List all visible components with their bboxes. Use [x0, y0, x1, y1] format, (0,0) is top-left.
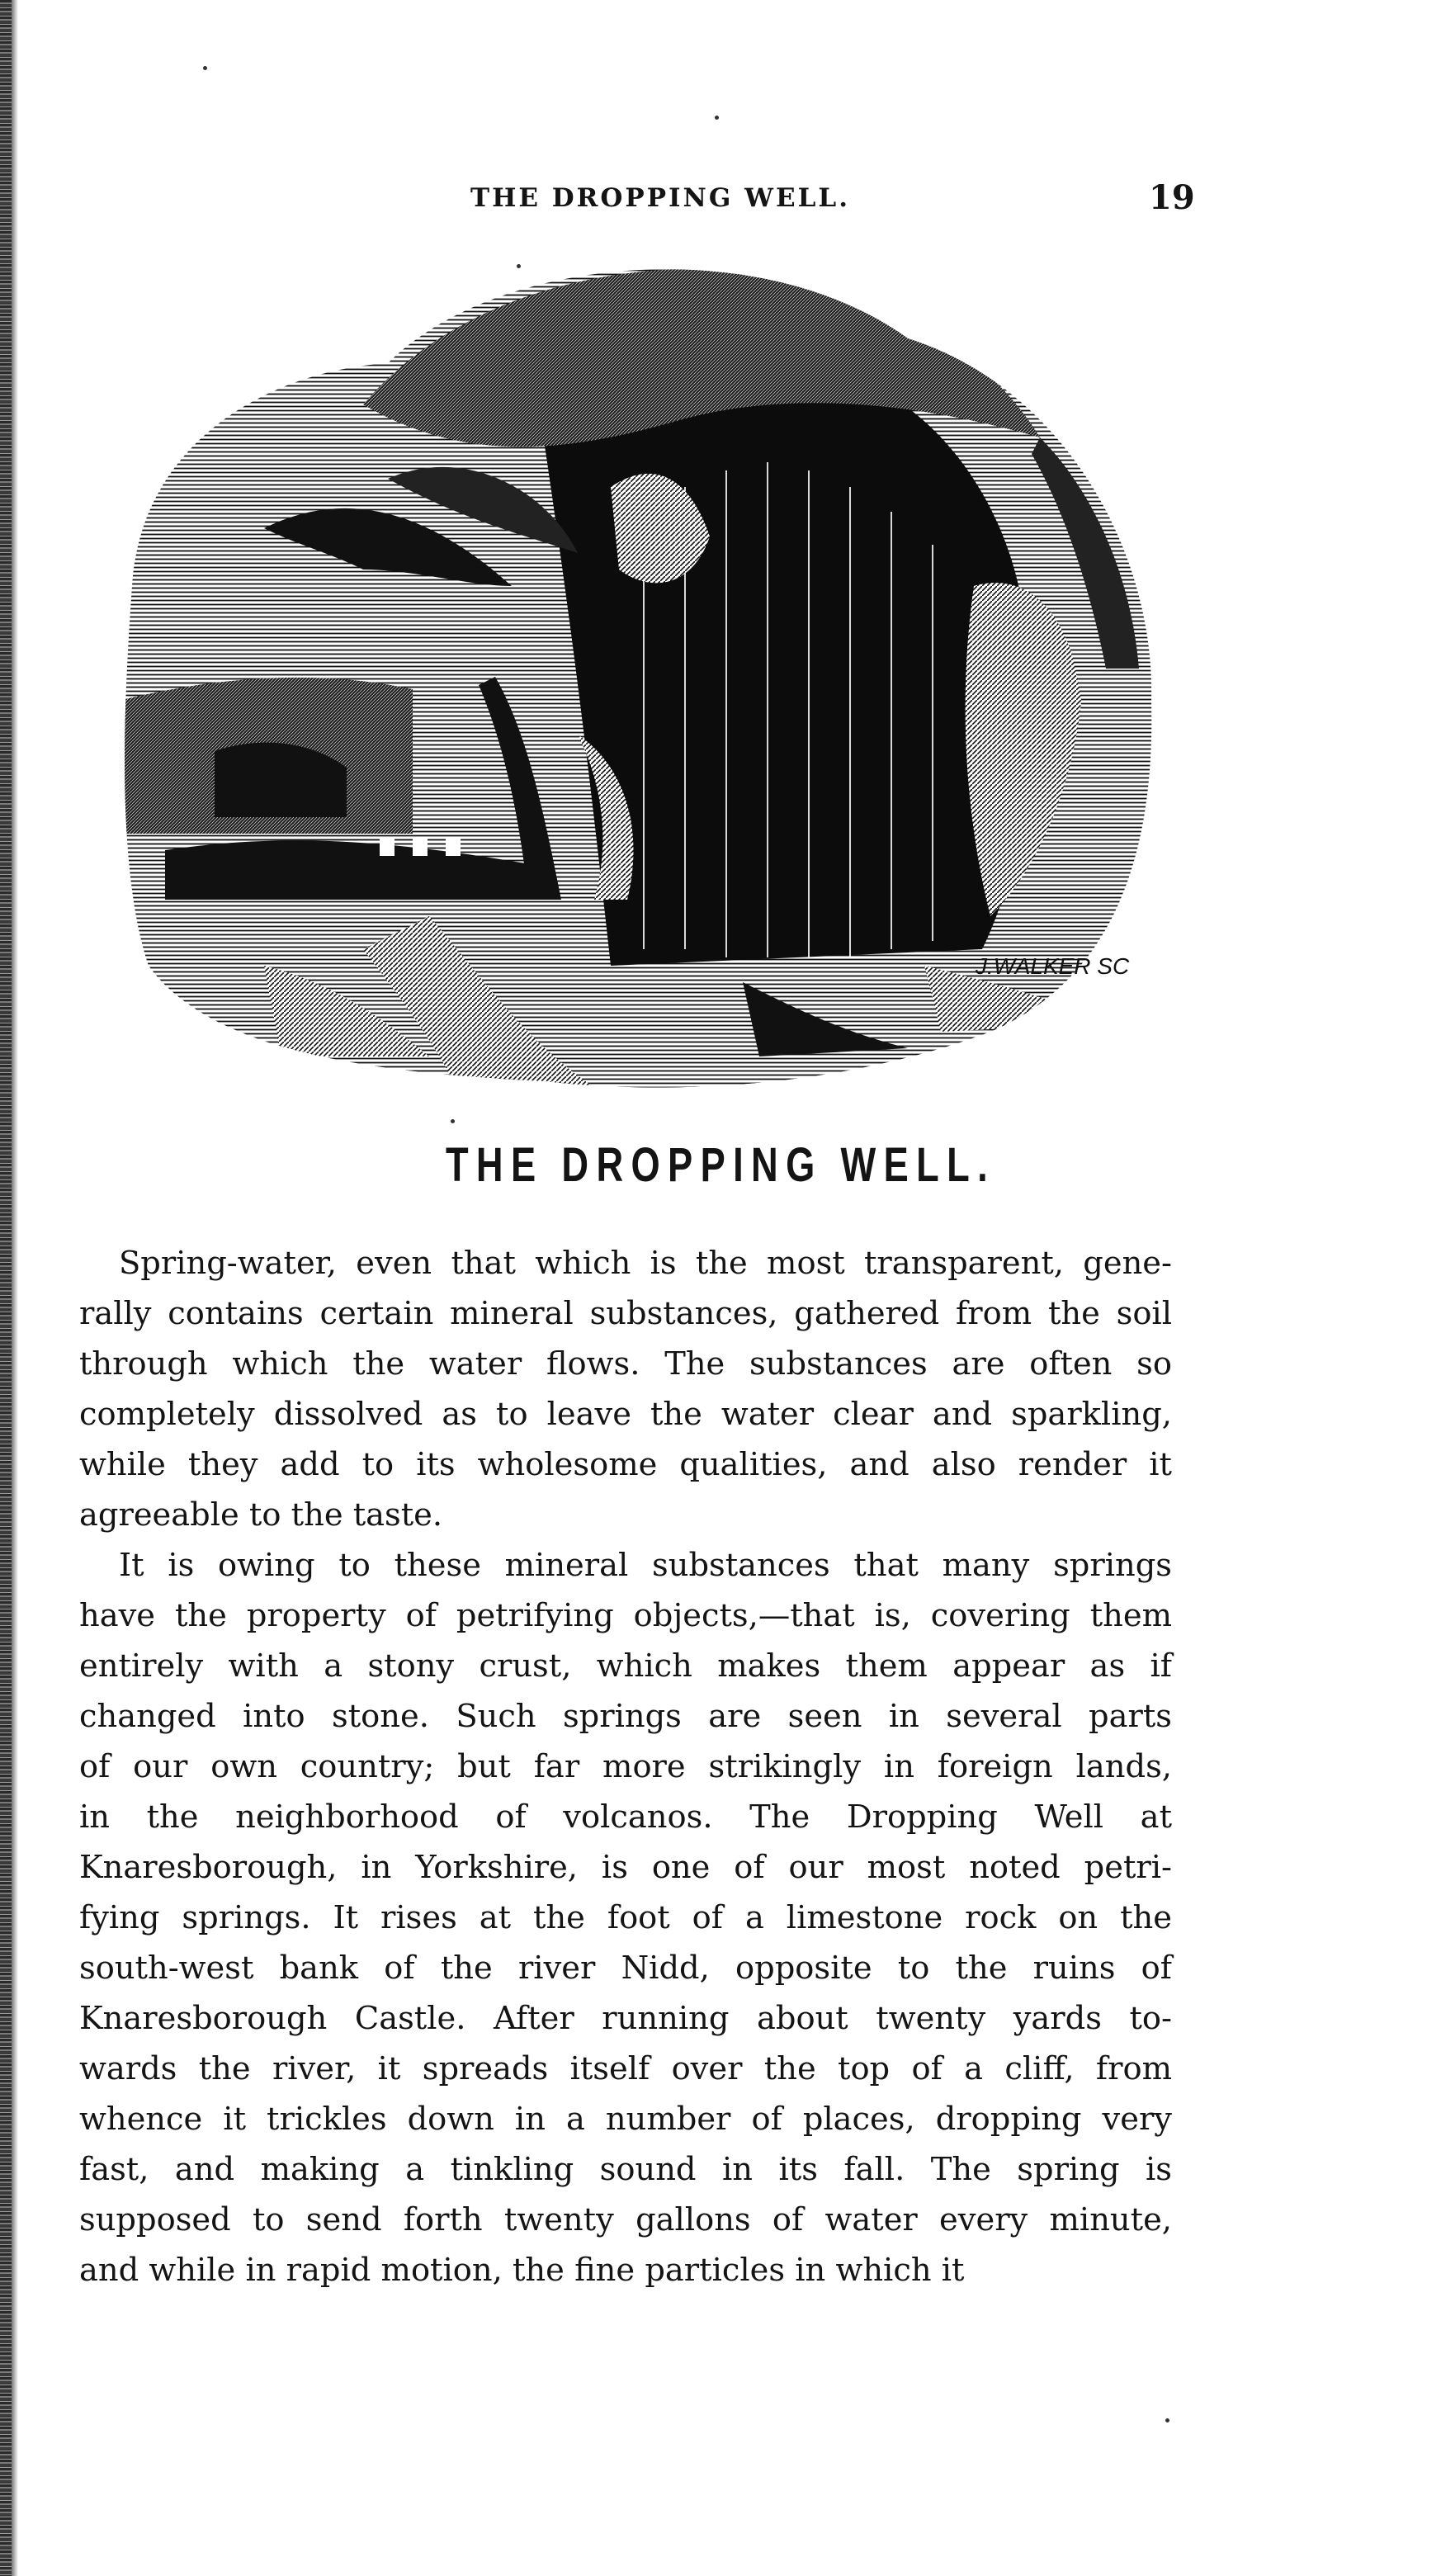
text-line: in the neighborhood of volcanos. The Dropping Well at	[79, 1798, 1172, 1836]
text-line: Knaresborough Castle. After running about twenty yards to-	[79, 2000, 1172, 2037]
text-line: agreeable to the taste.	[79, 1496, 443, 1534]
text-line: entirely with a stony crust, which makes them appear as if	[79, 1647, 1172, 1685]
paragraph-1	[79, 1238, 1172, 1540]
text-line: Spring-water, even that which is the most transparent, gene-	[119, 1245, 1172, 1282]
text-line: fast, and making a tinkling sound in its fall. The spring is	[79, 2151, 1172, 2188]
binding-shadow	[12, 0, 18, 2576]
text-line: supposed to send forth twenty gallons of water every minute,	[79, 2201, 1172, 2238]
print-speck	[517, 264, 521, 268]
text-line: while they add to its wholesome qualities, and also render it	[79, 1446, 1172, 1483]
text-line: changed into stone. Such springs are seen in several parts	[79, 1698, 1172, 1735]
print-speck	[451, 1119, 455, 1123]
book-binding-edge	[0, 0, 12, 2576]
engraver-signature: J.WALKER SC	[976, 953, 1130, 979]
text-line: wards the river, it spreads itself over the top of a cliff, from	[79, 2050, 1172, 2087]
text-line: have the property of petrifying objects,—that is, covering them	[79, 1597, 1172, 1634]
text-line: It is owing to these mineral substances that many springs	[119, 1547, 1172, 1584]
text-line: of our own country; but far more strikingly in foreign lands,	[79, 1748, 1172, 1785]
text-line: rally contains certain mineral substances, gathered from the soil	[79, 1295, 1172, 1332]
print-speck	[715, 116, 719, 120]
text-line: south-west bank of the river Nidd, opposite to the ruins of	[79, 1950, 1172, 1987]
text-line: Knaresborough, in Yorkshire, is one of our most noted petri-	[79, 1849, 1172, 1886]
body-text	[79, 1238, 1172, 2295]
text-line: completely dissolved as to leave the water clear and sparkling,	[79, 1396, 1172, 1433]
dropping-well-engraving	[116, 239, 1164, 1106]
text-line: whence it trickles down in a number of places, dropping very	[79, 2101, 1172, 2138]
running-head: THE DROPPING WELL.	[470, 183, 850, 213]
text-line: fying springs. It rises at the foot of a limestone rock on the	[79, 1899, 1172, 1936]
print-speck	[203, 66, 207, 70]
print-speck	[1165, 2418, 1169, 2422]
paragraph-2	[79, 1540, 1172, 2295]
text-line: and while in rapid motion, the fine particles in which it	[79, 2252, 965, 2289]
text-line: through which the water flows. The substances are often so	[79, 1345, 1172, 1383]
section-heading: THE DROPPING WELL.	[445, 1138, 996, 1192]
page-number: 19	[1149, 178, 1195, 217]
